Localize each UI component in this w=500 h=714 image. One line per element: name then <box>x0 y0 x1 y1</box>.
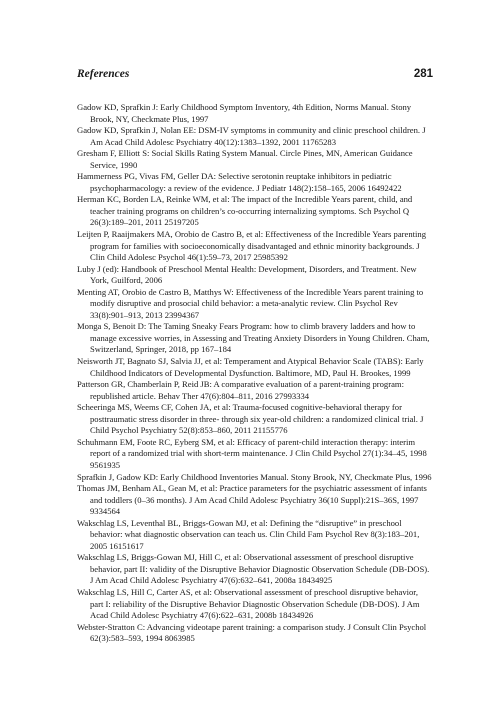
reference-entry: Wakschlag LS, Briggs-Gowan MJ, Hill C, et al: Observational assessment of preschool disruptive behavior, part II: validity of the Disruptive Behavior Diagnostic Observation Schedule (DB-DOS). J Am Acad Child Adolesc Psychiatry 47(6):632–641, 2008a 18434925 <box>77 552 430 586</box>
reference-list <box>77 102 433 645</box>
running-head <box>77 68 433 84</box>
reference-entry: Thomas JM, Benham AL, Gean M, et al: Practice parameters for the psychiatric assessment of infants and toddlers (0–36 months). J Am Acad Child Adolesc Psychiatry 36(10 Suppl):21S–36S, 1997 9334564 <box>77 483 427 517</box>
reference-entry: Wakschlag LS, Hill C, Carter AS, et al: Observational assessment of preschool disruptive behavior, part I: reliability of the Disruptive Behavior Diagnostic Observation Schedule (DB-DOS). J Am Acad Child Adolesc Psychiatry 47(6):622–631, 2008b 18434926 <box>77 586 420 621</box>
reference-entry: Hammerness PG, Vivas FM, Geller DA: Selective serotonin reuptake inhibitors in pediatric psychopharmacology: a review of the evidence. J Pediatr 148(2):158–165, 2006 16492422 <box>77 171 402 193</box>
reference-entry: Schuhmann EM, Foote RC, Eyberg SM, et al: Efficacy of parent-child interaction therapy: interim report of a randomized trial with short-term maintenance. J Clin Child Psychol 27(1):34–45, 1998 9561935 <box>77 436 427 470</box>
reference-entry: Patterson GR, Chamberlain P, Reid JB: A comparative evaluation of a parent-training program: republished article. Behav Ther 47(6):804–811, 2016 27993334 <box>77 379 404 401</box>
reference-entry: Menting AT, Orobio de Castro B, Matthys W: Effectiveness of the Incredible Years parent training to modify disruptive and prosocial child behavior: a meta-analytic review. Clin Psychol Rev 33(8):901–913, 2013 23994367 <box>77 286 424 320</box>
reference-entry: Sprafkin J, Gadow KD: Early Childhood Inventories Manual. Stony Brook, NY, Checkmate Plus, 1996 <box>77 471 432 482</box>
reference-entry: Herman KC, Borden LA, Reinke WM, et al: The impact of the Incredible Years parent, child, and teacher training programs on children’s co-occurring internalizing symptoms. Sch Psychol Q 26(3):189–201, 2011 25197205 <box>77 194 413 228</box>
reference-entry: Wakschlag LS, Leventhal BL, Briggs-Gowan MJ, et al: Defining the “disruptive” in preschool behavior: what diagnostic observation can teach us. Clin Child Fam Psychol Rev 8(3):183–201, 2005 16151617 <box>77 517 420 551</box>
book-page <box>77 68 433 645</box>
reference-entry: Monga S, Benoit D: The Taming Sneaky Fears Program: how to climb bravery ladders and how to manage excessive worries, in Assessing and Treating Anxiety Disorders in Young Children. Cham, Switzerland, Springer, 2018, pp 167–184 <box>77 321 430 355</box>
reference-entry: Gadow KD, Sprafkin J: Early Childhood Symptom Inventory, 4th Edition, Norms Manual. Stony Brook, NY, Checkmate Plus, 1997 <box>77 102 412 124</box>
reference-entry: Scheeringa MS, Weems CF, Cohen JA, et al: Trauma-focused cognitive-behavioral therapy for posttraumatic stress disorder in three- through six year-old children: a randomized clinical trial. J Child Psychol Psychiatry 52(8):853–860, 2011 21155776 <box>77 402 424 436</box>
reference-entry: Luby J (ed): Handbook of Preschool Mental Health: Development, Disorders, and Treatment. New York, Guilford, 2006 <box>77 263 417 286</box>
reference-entry: Webster-Stratton C: Advancing videotape parent training: a comparison study. J Consult Clin Psychol 62(3):583–593, 1994 8063985 <box>77 621 427 644</box>
reference-entry: Gadow KD, Sprafkin J, Nolan EE: DSM-IV symptoms in community and clinic preschool children. J Am Acad Child Adolesc Psychiatry 40(12):1383–1392, 2001 11765283 <box>77 125 426 147</box>
reference-entry: Leijten P, Raaijmakers MA, Orobio de Castro B, et al: Effectiveness of the Incredible Years parenting program for families with socioeconomically disadvantaged and ethnic minority backgrounds. J Clin Child Adolesc Psychol 46(1):59–73, 2017 25985392 <box>77 229 426 263</box>
page-number: 281 <box>413 68 433 80</box>
reference-entry: Neisworth JT, Bagnato SJ, Salvia JJ, et al: Temperament and Atypical Behavior Scale (TABS): Early Childhood Indicators of Developmental Dysfunction. Baltimore, MD, Paul H. Brookes, 1999 <box>77 356 424 378</box>
section-title: References <box>77 68 130 80</box>
reference-entry: Gresham F, Elliott S: Social Skills Rating System Manual. Circle Pines, MN, American Guidance Service, 1990 <box>77 148 413 170</box>
